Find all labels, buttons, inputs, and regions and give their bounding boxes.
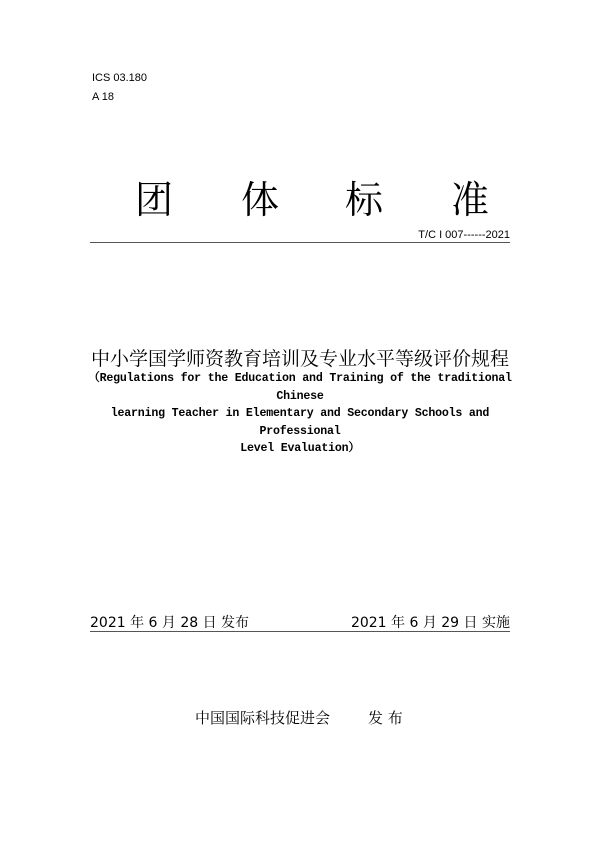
ccs-code: A 18 <box>92 91 115 103</box>
title-english-line: Level Evaluation） <box>240 442 360 455</box>
title-english <box>80 370 520 458</box>
doc-type-char: 标 <box>345 178 384 222</box>
doc-type-char: 体 <box>241 178 280 222</box>
date-divider <box>90 631 510 632</box>
doc-type-char: 准 <box>451 178 490 222</box>
ics-code: ICS 03.180 <box>92 72 148 84</box>
doc-type-char: 团 <box>135 178 174 222</box>
standard-number: T/C I 007------2021 <box>418 229 510 241</box>
header-divider <box>90 242 510 243</box>
title-english-line: learning Teacher in Elementary and Secondary Schools and Professional <box>110 407 490 438</box>
title-chinese: 中小学国学师资教育培训及专业水平等级评价规程 <box>90 348 509 370</box>
title-english-line: （Regulations for the Education and Training of the traditional Chinese <box>88 372 512 403</box>
publisher-name: 中国国际科技促进会 <box>195 709 331 727</box>
implementation-date: 2021 年 6 月 29 日 实施 <box>350 615 510 631</box>
publisher-action: 发 布 <box>368 709 403 727</box>
release-date: 2021 年 6 月 28 日 发布 <box>90 615 250 631</box>
